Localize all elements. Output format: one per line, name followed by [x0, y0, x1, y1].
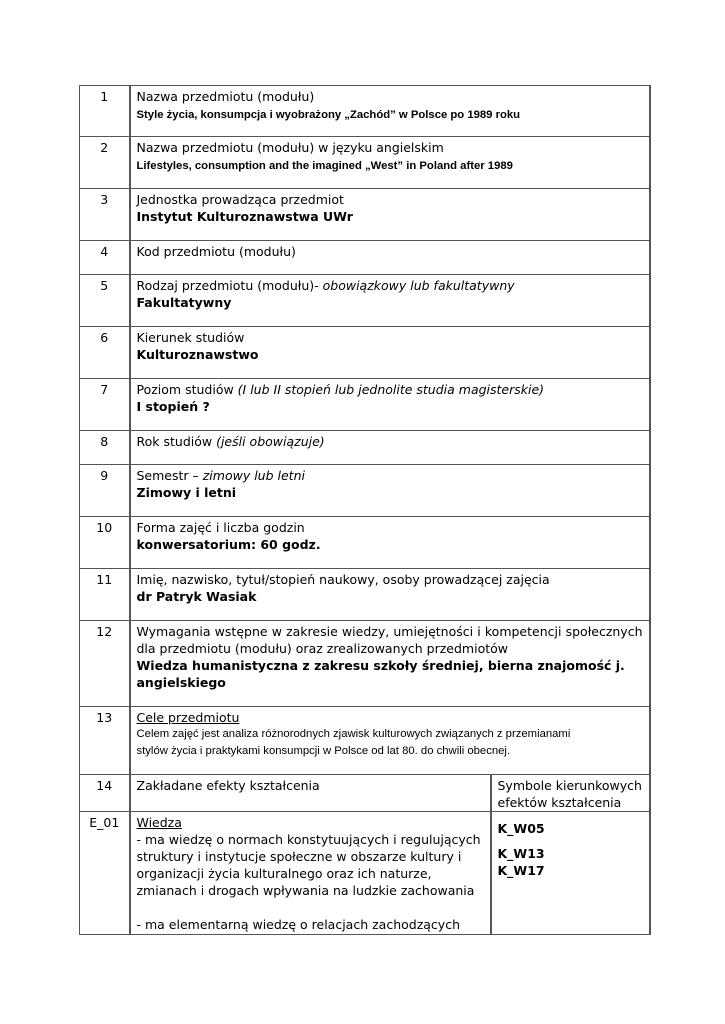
- field-value: Zimowy i letni: [136, 485, 237, 500]
- field-label: Wymagania wstępne w zakresie wiedzy, umiejętności i kompetencji społecznych: [136, 624, 643, 639]
- row-number: 11: [80, 569, 130, 621]
- row-number: 4: [80, 241, 130, 275]
- field-hint: obowiązkowy lub fakultatywny: [322, 278, 515, 293]
- table-row: [80, 327, 650, 379]
- row-number: E_01: [80, 812, 130, 935]
- row-number: 2: [80, 137, 130, 189]
- table-row: [80, 517, 650, 569]
- field-value-cont: angielskiego: [136, 675, 226, 690]
- field-label: Jednostka prowadząca przedmiot: [136, 192, 344, 207]
- table-row: [80, 241, 650, 275]
- field-label: Cele przedmiotu: [136, 710, 240, 725]
- field-label: Zakładane efekty kształcenia: [136, 778, 320, 793]
- field-value: Kulturoznawstwo: [136, 347, 259, 362]
- field-value: Fakultatywny: [136, 295, 232, 310]
- field-label: Poziom studiów: [136, 382, 238, 397]
- field-value: Lifestyles, consumption and the imagined „West” in Poland after 1989: [136, 160, 513, 172]
- outcome-line: organizacji życia kulturalnego oraz ich naturze,: [136, 866, 432, 881]
- table-row: [80, 812, 650, 935]
- table-row: [80, 775, 650, 812]
- field-label: Kierunek studiów: [136, 330, 245, 345]
- outcome-heading: Wiedza: [136, 815, 182, 830]
- table-row: [80, 275, 650, 327]
- field-value: I stopień ?: [136, 399, 210, 414]
- field-value-cont: stylów życia i praktykami konsumpcji w Polsce od lat 80. do chwili obecnej.: [136, 745, 511, 757]
- row-number: 9: [80, 465, 130, 517]
- field-label: Rok studiów: [136, 434, 217, 449]
- table-row: [80, 431, 650, 465]
- row-number: 14: [80, 775, 130, 812]
- row-number: 12: [80, 621, 130, 707]
- row-number: 7: [80, 379, 130, 431]
- table-row: [80, 707, 650, 775]
- symbols-header: Symbole kierunkowych: [497, 778, 642, 793]
- outcome-line: - ma wiedzę o normach konstytuujących i regulujących: [136, 832, 481, 847]
- field-label: Imię, nazwisko, tytuł/stopień naukowy, osoby prowadzącej zajęcia: [136, 572, 550, 587]
- field-hint: (I lub II stopień lub jednolite studia magisterskie): [237, 382, 545, 397]
- row-number: 13: [80, 707, 130, 775]
- outcome-symbol: K_W05: [497, 821, 545, 836]
- field-value: Style życia, konsumpcja i wyobrażony „Zachód” w Polsce po 1989 roku: [136, 109, 521, 121]
- outcome-line: zmianach i drogach wpływania na ludzkie zachowania: [136, 883, 475, 898]
- table-row: [80, 189, 650, 241]
- row-number: 5: [80, 275, 130, 327]
- field-value: dr Patryk Wasiak: [136, 589, 257, 604]
- row-number: 8: [80, 431, 130, 465]
- field-value: konwersatorium: 60 godz.: [136, 537, 321, 552]
- field-label: Nazwa przedmiotu (modułu): [136, 89, 315, 104]
- row-number: 3: [80, 189, 130, 241]
- field-label: Rodzaj przedmiotu (modułu)-: [136, 278, 323, 293]
- row-number: 10: [80, 517, 130, 569]
- field-value: Instytut Kulturoznawstwa UWr: [136, 209, 353, 224]
- table-row: [80, 379, 650, 431]
- syllabus-table: [79, 85, 651, 935]
- outcome-line: - ma elementarną wiedzę o relacjach zachodzących: [136, 917, 460, 932]
- field-label-cont: dla przedmiotu (modułu) oraz zrealizowanych przedmiotów: [136, 641, 508, 656]
- field-label: Semestr –: [136, 468, 203, 483]
- symbols-header-cont: efektów kształcenia: [497, 795, 622, 810]
- outcome-symbol: K_W13: [497, 846, 545, 861]
- table-row: [80, 621, 650, 707]
- table-row: [80, 465, 650, 517]
- field-label: Kod przedmiotu (modułu): [136, 244, 296, 259]
- row-number: 1: [80, 86, 130, 137]
- table-row: [80, 569, 650, 621]
- outcome-symbol: K_W17: [497, 863, 545, 878]
- table-row: [80, 137, 650, 189]
- field-label: Nazwa przedmiotu (modułu) w języku angielskim: [136, 140, 444, 155]
- row-number: 6: [80, 327, 130, 379]
- field-value: Wiedza humanistyczna z zakresu szkoły średniej, bierna znajomość j.: [136, 658, 625, 673]
- field-label: Forma zajęć i liczba godzin: [136, 520, 305, 535]
- field-hint: zimowy lub letni: [202, 468, 305, 483]
- field-value: Celem zajęć jest analiza różnorodnych zjawisk kulturowych związanych z przemianami: [136, 728, 571, 740]
- field-hint: (jeśli obowiązuje): [216, 434, 325, 449]
- outcome-line: struktury i instytucje społeczne w obszarze kultury i: [136, 849, 462, 864]
- table-row: [80, 86, 650, 137]
